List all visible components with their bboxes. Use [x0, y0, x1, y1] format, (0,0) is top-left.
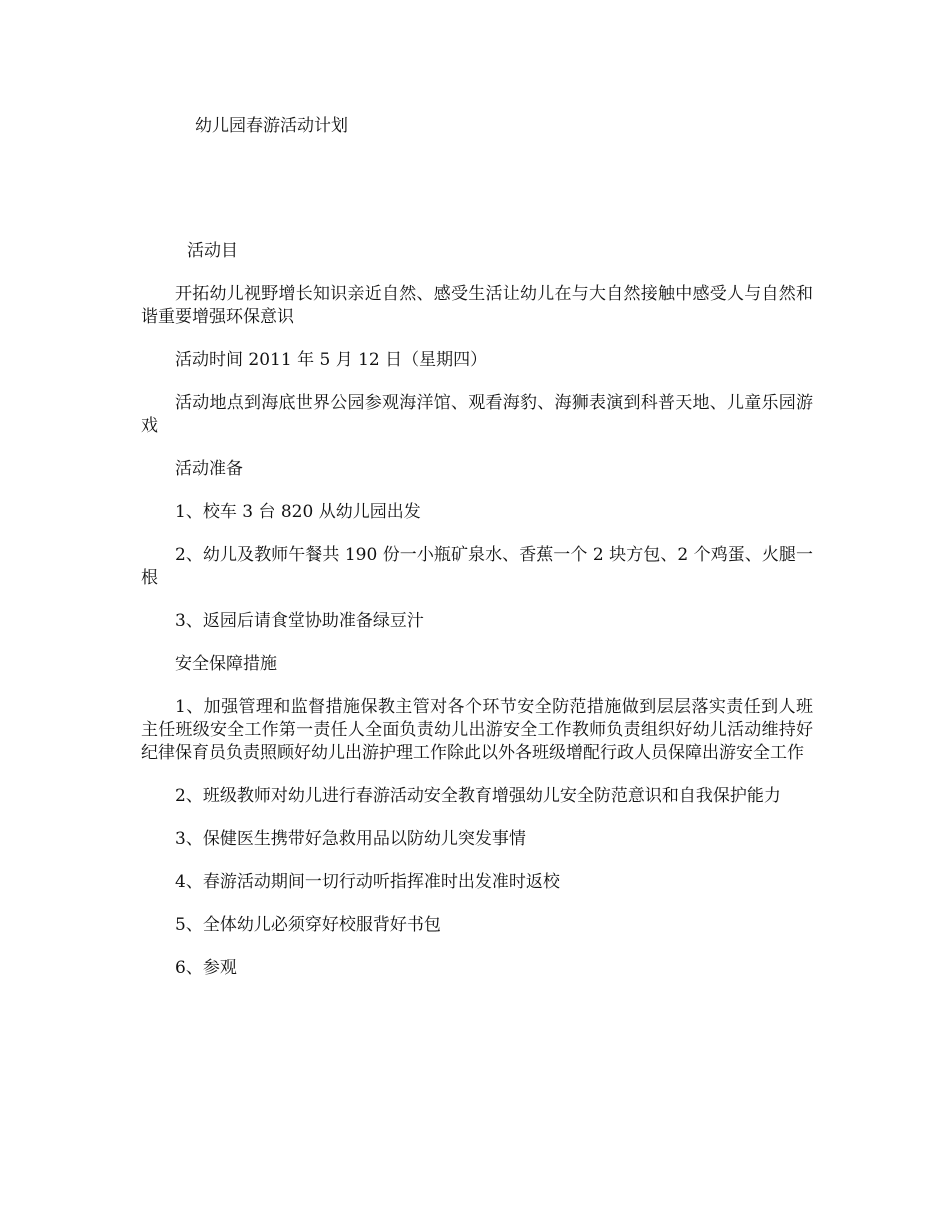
paragraph-safety-item-5: 5、全体幼儿必须穿好校服背好书包	[175, 915, 441, 935]
paragraph-safety-item-2: 2、班级教师对幼儿进行春游活动安全教育增强幼儿安全防范意识和自我保护能力	[175, 786, 781, 806]
paragraph-preparation-item-1: 1、校车 3 台 820 从幼儿园出发	[175, 502, 421, 522]
paragraph-activity-time: 活动时间 2011 年 5 月 12 日（星期四）	[175, 350, 488, 370]
document-body	[141, 240, 813, 1000]
paragraph-safety-heading: 安全保障措施	[175, 654, 277, 674]
paragraph-safety-item-6: 6、参观	[175, 958, 237, 978]
paragraph-safety-item-3: 3、保健医生携带好急救用品以防幼儿突发事情	[175, 829, 526, 849]
paragraph-preparation-item-3: 3、返园后请食堂协助准备绿豆汁	[175, 611, 424, 631]
paragraph-activity-location: 活动地点到海底世界公园参观海洋馆、观看海豹、海狮表演到科普天地、儿童乐园游戏	[141, 393, 813, 436]
paragraph-safety-item-4: 4、春游活动期间一切行动听指挥准时出发准时返校	[175, 872, 560, 892]
paragraph-preparation-heading: 活动准备	[175, 459, 243, 479]
document-title: 幼儿园春游活动计划	[195, 116, 348, 136]
paragraph-activity-goal-heading: 活动目	[187, 241, 238, 261]
paragraph-preparation-item-2: 2、幼儿及教师午餐共 190 份一小瓶矿泉水、香蕉一个 2 块方包、2 个鸡蛋、火腿一根	[141, 545, 813, 588]
paragraph-activity-goal: 开拓幼儿视野增长知识亲近自然、感受生活让幼儿在与大自然接触中感受人与自然和谐重要增强环保意识	[141, 284, 813, 327]
paragraph-safety-item-1: 1、加强管理和监督措施保教主管对各个环节安全防范措施做到层层落实责任到人班主任班级安全工作第一责任人全面负责幼儿出游安全工作教师负责组织好幼儿活动维持好纪律保育员负责照顾好幼儿出游护理工作除此以外各班级增配行政人员保障出游安全工作	[141, 697, 813, 763]
